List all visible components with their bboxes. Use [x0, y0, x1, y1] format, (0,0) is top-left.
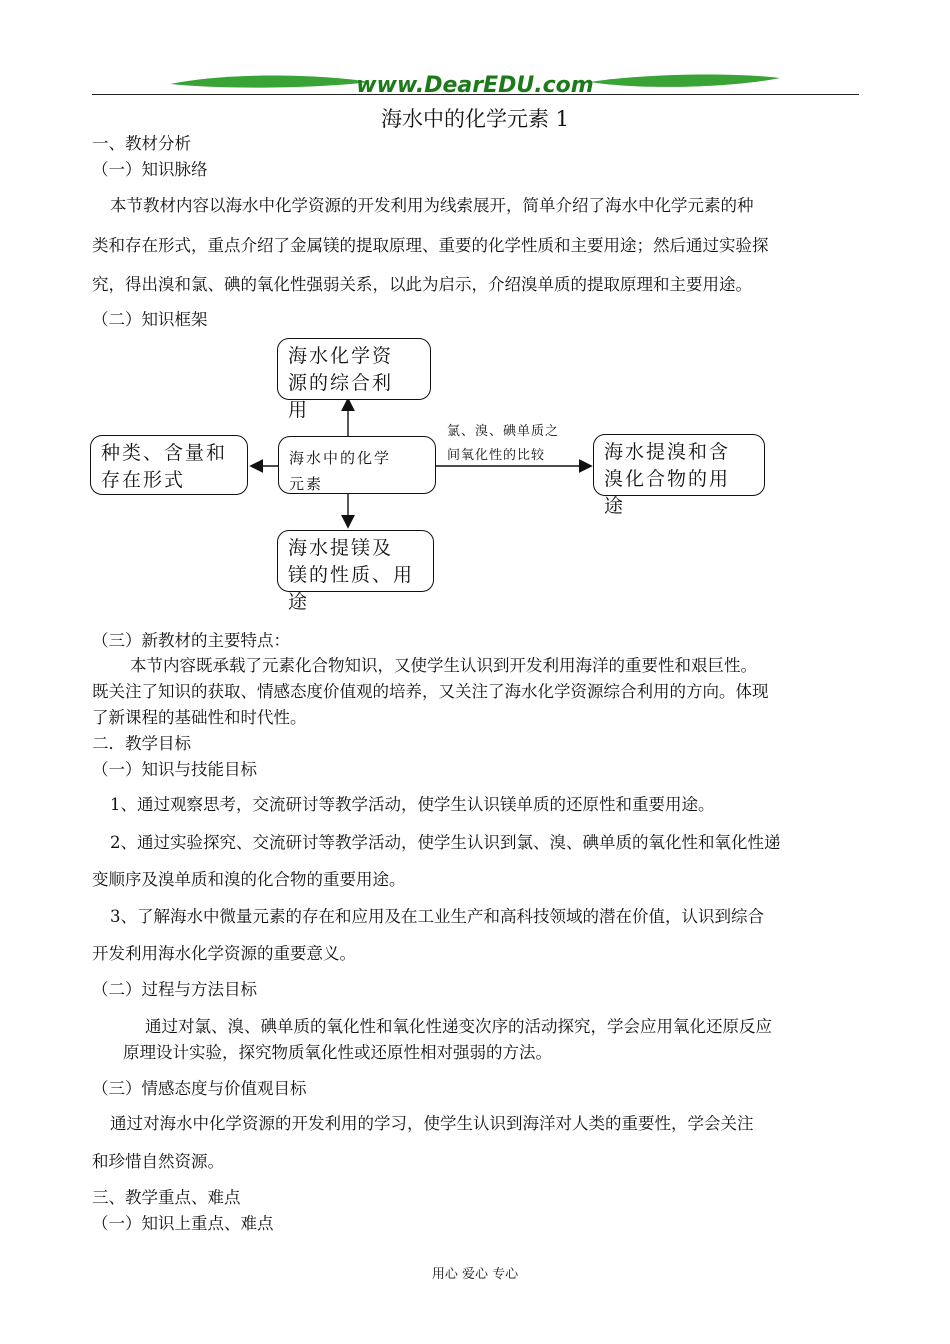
subsection-heading: （三）新教材的主要特点： [92, 631, 290, 650]
paragraph-line: 本节内容既承载了元素化合物知识，又使学生认识到开发利用海洋的重要性和艰巨性。 [130, 656, 757, 675]
diagram-box-center: 海水中的化学 元素 [278, 436, 436, 494]
section-heading-2: 二．教学目标 [92, 734, 191, 753]
list-item: 变顺序及溴单质和溴的化合物的重要用途。 [92, 870, 406, 889]
paragraph-line: 通过对氯、溴、碘单质的氧化性和氧化性递变次序的活动探究，学会应用氧化还原反应 [145, 1017, 772, 1036]
paragraph-line: 既关注了知识的获取、情感态度价值观的培养，又关注了海水化学资源综合利用的方向。体现 [92, 682, 769, 701]
paragraph-line: 本节教材内容以海水中化学资源的开发利用为线索展开，简单介绍了海水中化学元素的种 [110, 196, 754, 215]
diagram-box-bottom: 海水提镁及 镁的性质、用 途 [277, 530, 434, 592]
paragraph-line: 类和存在形式，重点介绍了金属镁的提取原理、重要的化学性质和主要用途；然后通过实验探 [92, 236, 769, 255]
subsection-heading: （一）知识与技能目标 [92, 760, 257, 779]
paragraph-line: 究，得出溴和氯、碘的氧化性强弱关系，以此为启示，介绍溴单质的提取原理和主要用途。 [92, 275, 752, 294]
subsection-heading: （一）知识上重点、难点 [92, 1214, 274, 1233]
diagram-box-right: 海水提溴和含 溴化合物的用 途 [593, 434, 765, 496]
list-item: 3、了解海水中微量元素的存在和应用及在工业生产和高科技领域的潜在价值，认识到综合 [110, 907, 764, 926]
subsection-heading: （三）情感态度与价值观目标 [92, 1079, 307, 1098]
diagram-box-top: 海水化学资 源的综合利 用 [277, 338, 431, 400]
subsection-heading: （二）知识框架 [92, 310, 208, 329]
arrow-label: 氯、溴、碘单质之 间氧化性的比较 [447, 424, 560, 463]
diagram-box-left: 种类、含量和 存在形式 [90, 435, 248, 495]
site-banner-text: www.DearEDU.com [356, 73, 594, 98]
section-heading-1: 一、教材分析 [92, 134, 191, 153]
list-item: 1、通过观察思考，交流研讨等教学活动，使学生认识镁单质的还原性和重要用途。 [110, 795, 715, 814]
list-item: 开发利用海水化学资源的重要意义。 [92, 944, 356, 963]
paragraph-line: 了新课程的基础性和时代性。 [92, 708, 307, 727]
paragraph-line: 原理设计实验，探究物质氧化性或还原性相对强弱的方法。 [123, 1043, 552, 1062]
paragraph-line: 通过对海水中化学资源的开发利用的学习，使学生认识到海洋对人类的重要性，学会关注 [110, 1114, 754, 1133]
list-item: 2、通过实验探究、交流研讨等教学活动，使学生认识到氯、溴、碘单质的氧化性和氧化性递 [110, 833, 781, 852]
document-title: 海水中的化学元素 1 [380, 107, 570, 131]
paragraph-line: 和珍惜自然资源。 [92, 1152, 224, 1171]
subsection-heading: （二）过程与方法目标 [92, 980, 257, 999]
section-heading-3: 三、教学重点、难点 [92, 1188, 241, 1207]
diagram-connectors [0, 0, 950, 640]
page-footer: 用心 爱心 专心 [431, 1267, 519, 1282]
subsection-heading: （一）知识脉络 [92, 160, 208, 179]
